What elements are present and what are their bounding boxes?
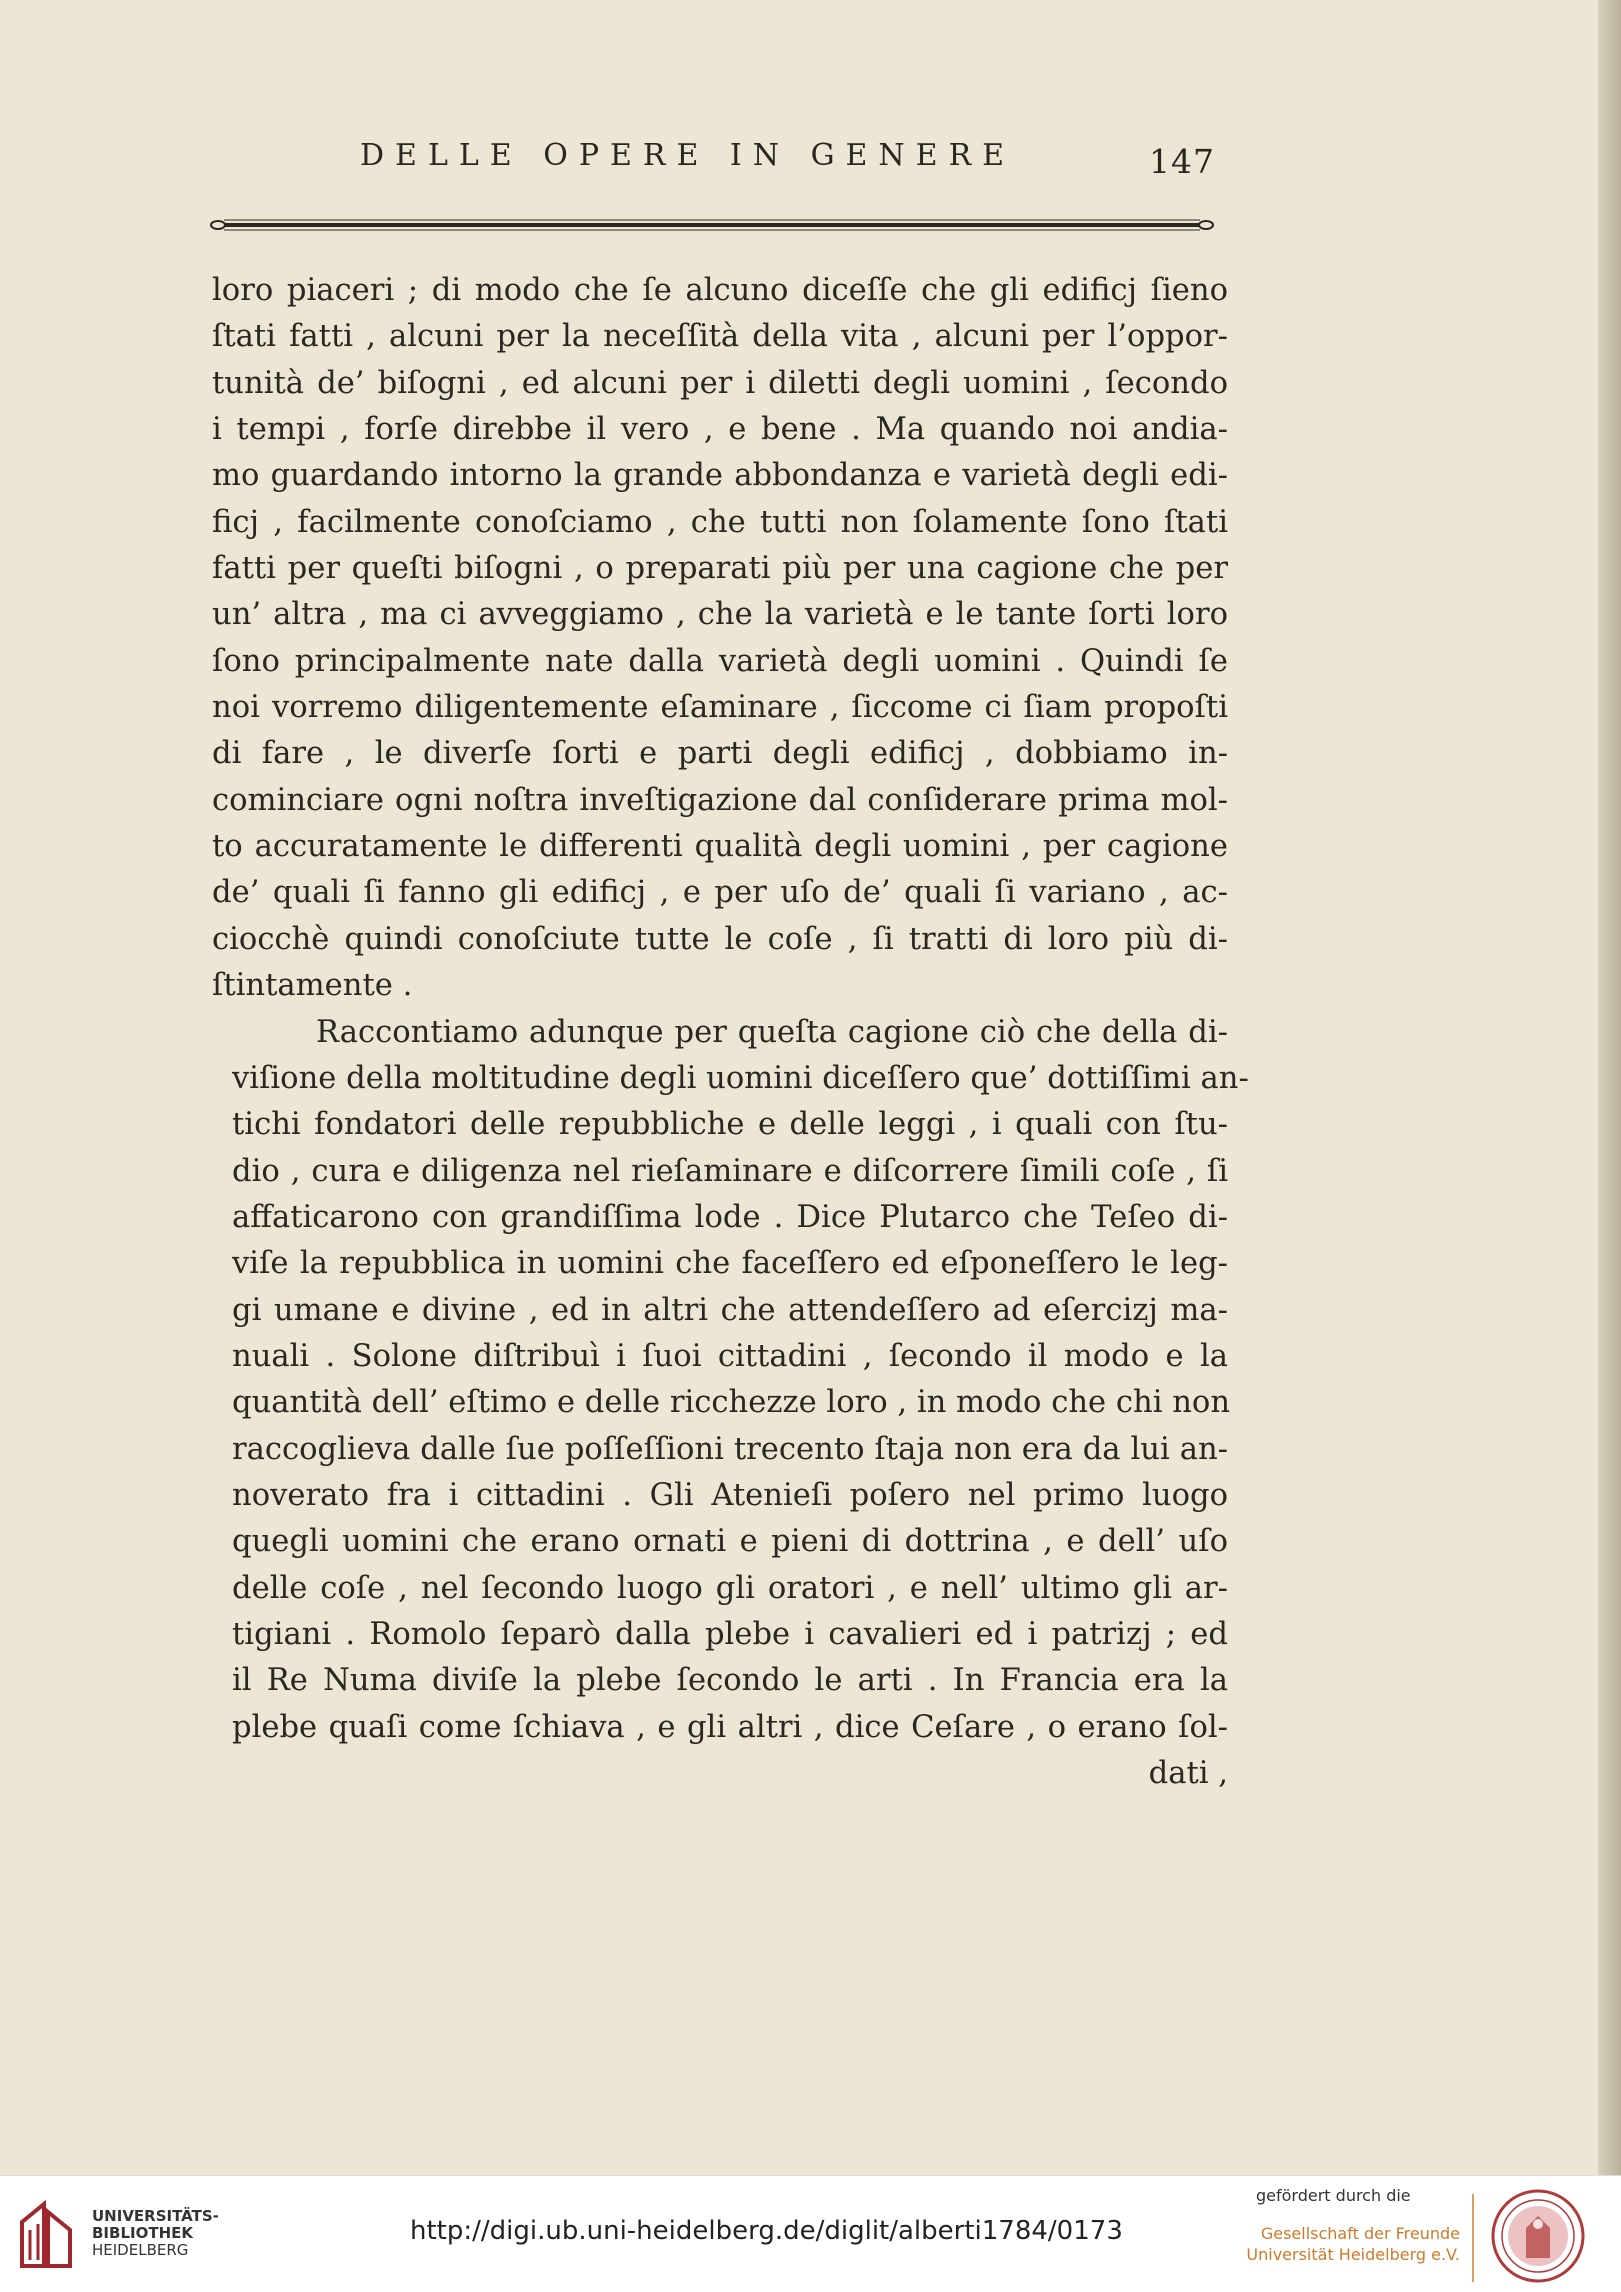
text-line: tichi fondatori delle repubbliche e delle leggi , i quali con ſtu- xyxy=(232,1107,1228,1143)
body-text xyxy=(212,268,1249,1797)
text-line: ficj , facilmente conoſciamo , che tutti non ſolamente ſono ſtati xyxy=(212,504,1228,540)
page-edge xyxy=(1598,0,1621,2175)
sponsor-divider xyxy=(1472,2194,1474,2282)
library-name-line3: HEIDELBERG xyxy=(92,2241,189,2259)
library-name-line2: BIBLIOTHEK xyxy=(92,2224,193,2242)
text-line: ſtati fatti , alcuni per la neceſſità della vita , alcuni per l’oppor- xyxy=(212,319,1228,355)
sponsor-label: gefördert durch die xyxy=(1256,2186,1411,2205)
text-line: fatti per queſti biſogni , o preparati più per una cagione che per xyxy=(212,551,1228,587)
text-line: raccoglieva dalle ſue poſſeſſioni trecento ſtaja non era da lui an- xyxy=(232,1431,1228,1467)
text-line: nuali . Solone diſtribuì i ſuoi cittadini , ſecondo il modo e la xyxy=(232,1338,1228,1374)
sponsor-org xyxy=(1220,2223,1460,2265)
text-line: quegli uomini che erano ornati e pieni di dottrina , e dell’ uſo xyxy=(232,1524,1228,1560)
header-rule xyxy=(210,216,1215,234)
sponsor-org-line2: Universität Heidelberg e.V. xyxy=(1246,2245,1460,2264)
text-line: to accuratamente le differenti qualità degli uomini , per cagione xyxy=(212,829,1228,865)
text-line: gi umane e divine , ed in altri che attendeſſero ad eſercizj ma- xyxy=(232,1292,1228,1328)
text-line: un’ altra , ma ci avveggiamo , che la varietà e le tante ſorti loro xyxy=(212,597,1228,633)
text-line: dati , xyxy=(1148,1756,1228,1791)
library-name-line1: UNIVERSITÄTS- xyxy=(92,2207,219,2225)
text-line: viſione della moltitudine degli uomini diceſſero que’ dottiſſimi an- xyxy=(232,1060,1249,1096)
page-header xyxy=(210,138,1215,188)
text-line: Raccontiamo adunque per queſta cagione ciò che della di- xyxy=(316,1014,1228,1050)
text-line: noi vorremo diligentemente eſaminare , ſiccome ci ſiam propoſti xyxy=(212,690,1228,726)
text-line: delle coſe , nel ſecondo luogo gli oratori , e nell’ ultimo gli ar- xyxy=(232,1570,1228,1606)
text-line: plebe quaſi come ſchiava , e gli altri , dice Ceſare , o erano ſol- xyxy=(232,1709,1228,1745)
text-line: tunità de’ biſogni , ed alcuni per i diletti degli uomini , ſecondo xyxy=(212,365,1228,401)
text-line: il Re Numa diviſe la plebe ſecondo le arti . In Francia era la xyxy=(232,1663,1228,1699)
sponsor-org-line1: Gesellschaft der Freunde xyxy=(1260,2224,1460,2243)
university-seal-icon xyxy=(1490,2188,1586,2284)
text-line: quantità dell’ eſtimo e delle ricchezze loro , in modo che chi non xyxy=(232,1385,1231,1421)
text-line: ciocchè quindi conoſciute tutte le coſe , ſi tratti di loro più di- xyxy=(212,921,1228,957)
running-head: DELLE OPERE IN GENERE xyxy=(360,138,1016,173)
text-line: noverato fra i cittadini . Gli Atenieſi poſero nel primo luogo xyxy=(232,1477,1228,1513)
permalink-url[interactable]: http://digi.ub.uni-heidelberg.de/diglit/alberti1784/0173 xyxy=(410,2216,1123,2246)
text-line: loro piaceri ; di modo che ſe alcuno diceſſe che gli edificj ſieno xyxy=(212,273,1228,308)
text-line: i tempi , forſe direbbe il vero , e bene . Ma quando noi andia- xyxy=(212,412,1228,448)
digitization-footer xyxy=(0,2175,1621,2292)
text-line: viſe la repubblica in uomini che faceſſero ed eſponeſſero le leg- xyxy=(232,1246,1228,1282)
text-line: dio , cura e diligenza nel rieſaminare e diſcorrere ſimili coſe , ſi xyxy=(232,1153,1228,1189)
text-line: cominciare ogni noſtra inveſtigazione dal conſiderare prima mol- xyxy=(212,782,1228,818)
text-line: tigiani . Romolo ſeparò dalla plebe i cavalieri ed i patrizj ; ed xyxy=(232,1616,1228,1652)
text-line: mo guardando intorno la grande abbondanza e varietà degli edi- xyxy=(212,458,1228,494)
text-line: de’ quali ſi fanno gli edificj , e per uſo de’ quali ſi variano , ac- xyxy=(212,875,1228,911)
page-number: 147 xyxy=(1149,142,1215,181)
text-line: di fare , le diverſe ſorti e parti degli edificj , dobbiamo in- xyxy=(212,736,1228,772)
text-line: affaticarono con grandiſſima lode . Dice Plutarco che Teſeo di- xyxy=(232,1199,1228,1235)
text-line: ſono principalmente nate dalla varietà degli uomini . Quindi ſe xyxy=(212,643,1228,679)
university-library-logo-icon xyxy=(18,2200,78,2270)
text-line: ſtintamente . xyxy=(212,968,413,1004)
sponsor-block xyxy=(1220,2186,1460,2265)
library-name xyxy=(92,2208,219,2259)
